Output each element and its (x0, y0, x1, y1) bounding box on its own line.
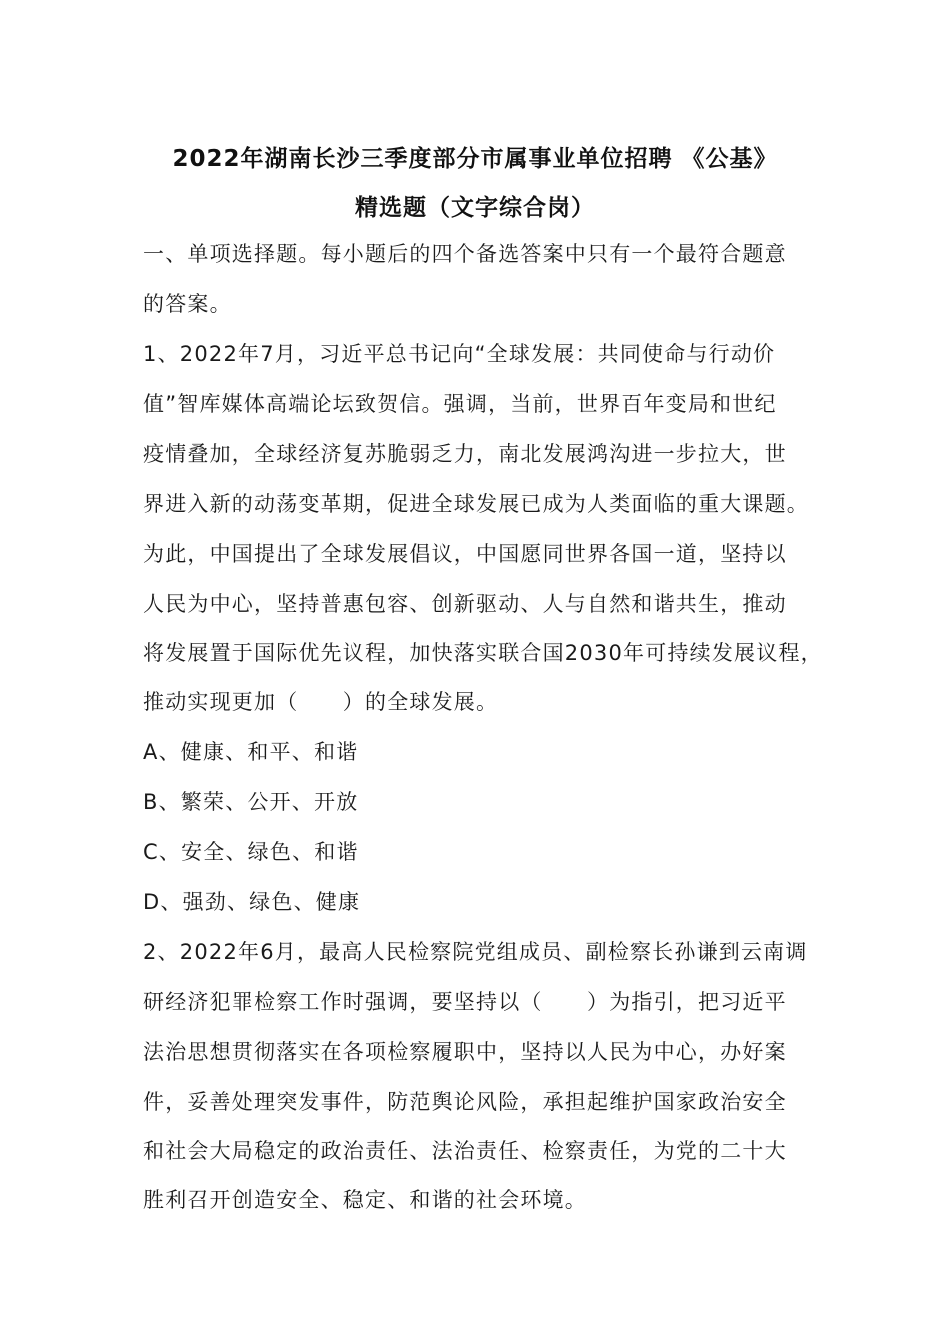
question-2-stem-line: 法治思想贯彻落实在各项检察履职中，坚持以人民为中心，办好案 (143, 1040, 787, 1064)
question-2-stem-line: 研经济犯罪检察工作时强调，要坚持以（ ）为指引，把习近平 (143, 990, 787, 1014)
document-title-line-1: 2022年湖南长沙三季度部分市属事业单位招聘 《公基》 (172, 146, 778, 172)
question-2-stem-line: 和社会大局稳定的政治责任、法治责任、检察责任，为党的二十大 (143, 1139, 787, 1163)
question-2-stem-line: 2、2022年6月，最高人民检察院党组成员、副检察长孙谦到云南调 (143, 940, 808, 964)
question-1-stem-line: 值”智库媒体高端论坛致贺信。强调，当前，世界百年变局和世纪 (143, 392, 777, 416)
section-intro-line: 一、单项选择题。每小题后的四个备选答案中只有一个最符合题意 (143, 242, 787, 266)
question-1-stem-line: 将发展置于国际优先议程，加快落实联合国2030年可持续发展议程， (143, 641, 823, 665)
question-2-stem-line: 件，妥善处理突发事件，防范舆论风险，承担起维护国家政治安全 (143, 1090, 787, 1114)
question-1-option-c: C、安全、绿色、和谐 (143, 840, 359, 864)
question-2-stem-line: 胜利召开创造安全、稳定、和谐的社会环境。 (143, 1188, 587, 1212)
question-1-stem-line: 1、2022年7月，习近平总书记向“全球发展：共同使命与行动价 (143, 342, 776, 366)
question-1-stem-line: 人民为中心，坚持普惠包容、创新驱动、人与自然和谐共生，推动 (143, 592, 787, 616)
question-1-option-d: D、强劲、绿色、健康 (143, 890, 361, 914)
question-1-stem-line: 疫情叠加，全球经济复苏脆弱乏力，南北发展鸿沟进一步拉大，世 (143, 442, 787, 466)
question-1-option-a: A、健康、和平、和谐 (143, 740, 359, 764)
question-1-stem-line: 为此，中国提出了全球发展倡议，中国愿同世界各国一道，坚持以 (143, 542, 787, 566)
question-1-stem-line: 推动实现更加（ ）的全球发展。 (143, 690, 499, 714)
question-1-stem-line: 界进入新的动荡变革期，促进全球发展已成为人类面临的重大课题。 (143, 492, 809, 516)
document-title-line-2: 精选题（文字综合岗） (355, 195, 595, 221)
question-1-option-b: B、繁荣、公开、开放 (143, 790, 359, 814)
section-intro-line: 的答案。 (143, 292, 232, 316)
